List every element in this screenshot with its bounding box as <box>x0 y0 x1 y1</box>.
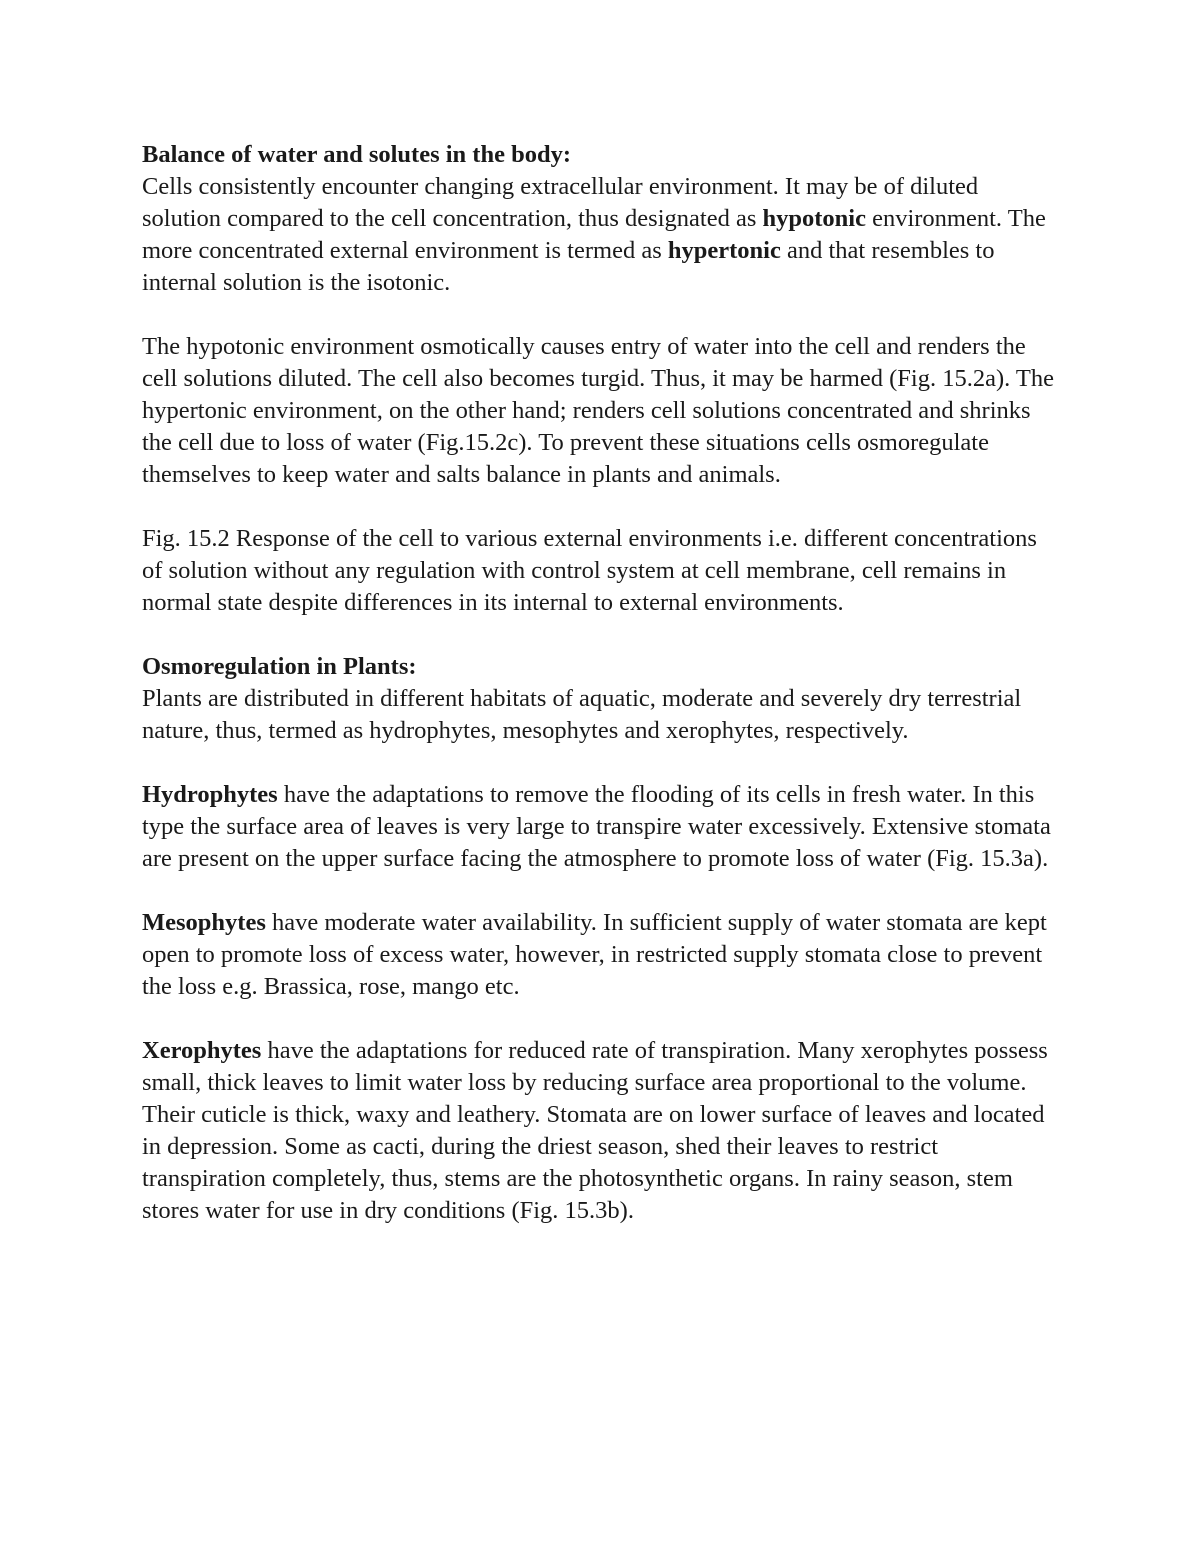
mesophytes-paragraph <box>142 907 1062 1003</box>
hydrophytes-term: Hydrophytes <box>142 781 278 808</box>
xerophytes-text: have the adaptations for reduced rate of transpiration. Many xerophytes possess small, thick leaves to limit water loss by reducing surface area proportional to the volume. Their cuticle is thick, waxy and leathery. Stomata are on lower surface of leaves and located in depression. Some as cacti, during the driest season, shed their leaves to restrict transpiration completely, thus, stems are the photosynthetic organs. In rainy season, stem stores water for use in dry conditions (Fig. 15.3b). <box>142 1037 1048 1224</box>
balance-text-a: Cells consistently encounter changing extracellular environment. It may be of diluted solution compared to the cell concentration, thus designated as <box>142 173 979 232</box>
balance-text-c: and that resembles to internal solution is the isotonic. <box>142 237 995 296</box>
hypotonic-effects-paragraph: The hypotonic environment osmotically causes entry of water into the cell and renders the cell solutions diluted. The cell also becomes turgid. Thus, it may be harmed (Fig. 15.2a). The hypertonic environment, on the other hand; renders cell solutions concentrated and shrinks the cell due to loss of water (Fig.15.2c). To prevent these situations cells osmoregulate themselves to keep water and salts balance in plants and animals. <box>142 333 1055 488</box>
xerophytes-paragraph <box>142 1035 1062 1227</box>
plants-intro: Plants are distributed in different habitats of aquatic, moderate and severely dry terrestrial nature, thus, termed as hydrophytes, mesophytes and xerophytes, respectively. <box>142 685 1022 744</box>
hypotonic-term: hypotonic <box>762 205 866 232</box>
mesophytes-term: Mesophytes <box>142 909 266 936</box>
balance-heading: Balance of water and solutes in the body: <box>142 141 572 168</box>
balance-paragraph <box>142 139 1062 299</box>
plants-heading: Osmoregulation in Plants: <box>142 653 417 680</box>
plants-paragraph <box>142 651 1062 747</box>
hydrophytes-text: have the adaptations to remove the flooding of its cells in fresh water. In this type the surface area of leaves is very large to transpire water excessively. Extensive stomata are present on the upper surface facing the atmosphere to promote loss of water (Fig. 15.3a). <box>142 781 1051 872</box>
figure-caption: Fig. 15.2 Response of the cell to various external environments i.e. different concentrations of solution without any regulation with control system at cell membrane, cell remains in normal state despite differences in its internal to external environments. <box>142 525 1037 616</box>
hydrophytes-paragraph <box>142 779 1062 875</box>
mesophytes-text: have moderate water availability. In sufficient supply of water stomata are kept open to promote loss of excess water, however, in restricted supply stomata close to prevent the loss e.g. Brassica, rose, mango etc. <box>142 909 1047 1000</box>
document-page <box>142 139 1062 1259</box>
xerophytes-term: Xerophytes <box>142 1037 262 1064</box>
hypertonic-term: hypertonic <box>667 237 781 264</box>
balance-text-b: environment. The more concentrated external environment is termed as <box>142 205 1046 264</box>
